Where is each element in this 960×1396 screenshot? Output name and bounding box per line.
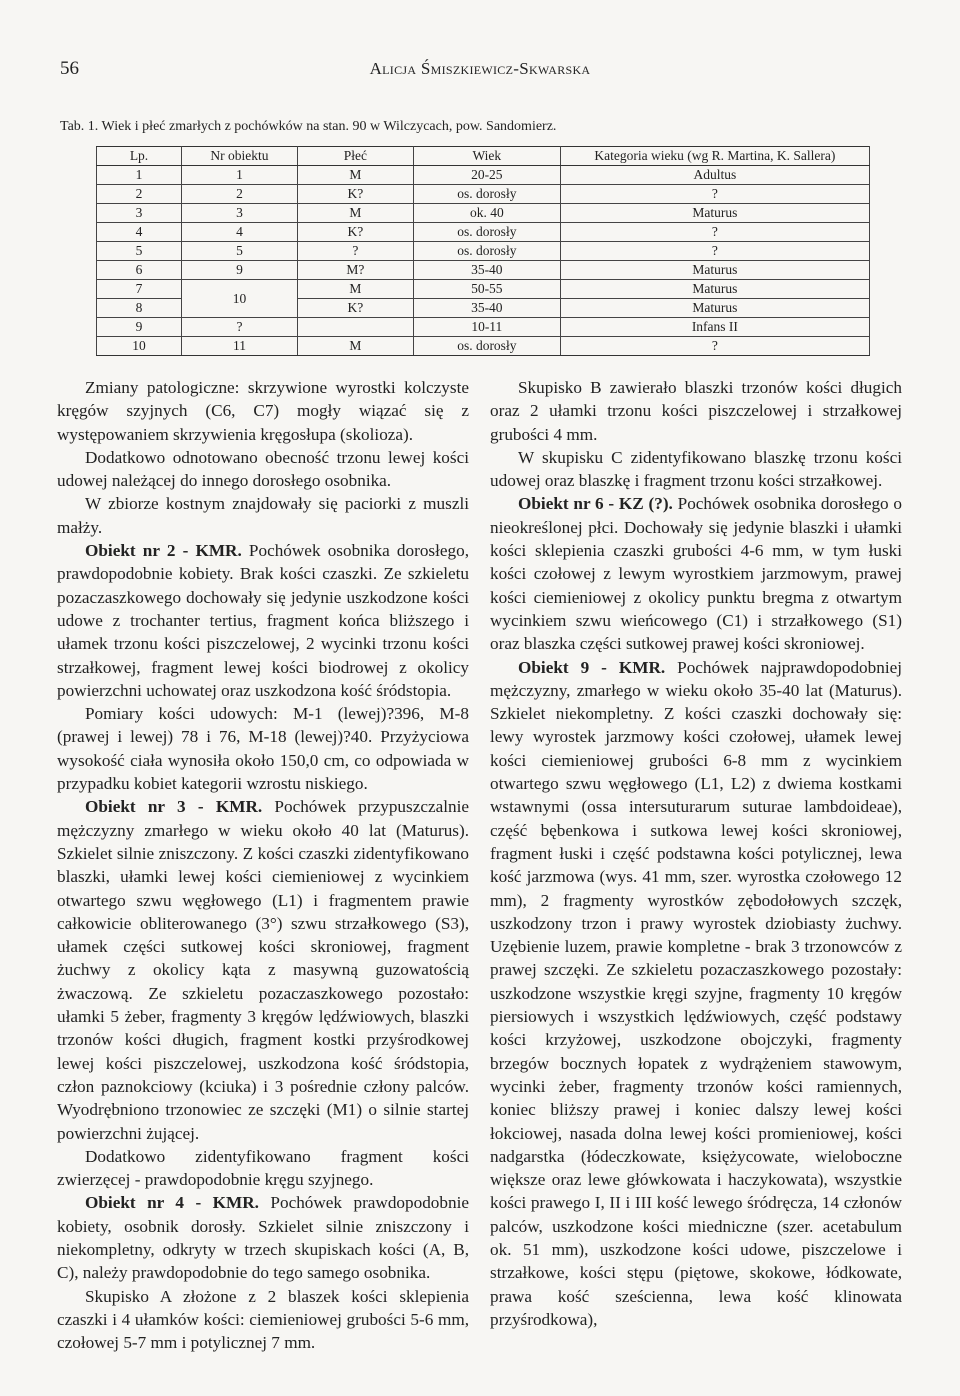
paragraph-text: Dodatkowo zidentyfikowano fragment kości zwierzęcej - prawdopodobnie kręgu szyjnego. — [57, 1146, 469, 1190]
table-cell: Maturus — [560, 299, 869, 318]
right-text-column — [490, 376, 902, 1331]
paragraph — [57, 446, 469, 493]
paragraph-text: Skupisko B zawierało blaszki trzonów kości długich oraz 2 ułamki trzonu kości piszczelowej i strzałkowej grubości 4 mm. — [490, 378, 902, 444]
running-head: Alicja Śmiszkiewicz-Skwarska — [369, 59, 591, 78]
table-cell: M — [297, 280, 413, 299]
table-caption: Tab. 1. Wiek i płeć zmarłych z pochówków na stan. 90 w Wilczycach, pow. Sandomierz. — [60, 119, 557, 134]
paragraph — [57, 539, 469, 702]
table-cell: Infans II — [560, 318, 869, 337]
table-row — [97, 337, 870, 356]
table-cell: 50-55 — [413, 280, 560, 299]
paragraph — [57, 1145, 469, 1192]
table-cell: os. dorosły — [413, 337, 560, 356]
table-cell: 9 — [97, 318, 182, 337]
table-cell: 11 — [182, 337, 298, 356]
table-cell: ? — [297, 242, 413, 261]
page-number: 56 — [60, 58, 79, 79]
paragraph — [490, 492, 902, 655]
paragraph — [57, 795, 469, 1144]
column-header: Lp. — [97, 147, 182, 166]
paragraph-text: Pochówek osobnika dorosłego o nieokreślonej płci. Dochowały się jedynie blaszki i ułamki kości sklepienia czaszki grubości 4-6 mm, w tym łuski kości czołowej z lewym wyrostkiem jarzmowym, prawej kości ciemieniowej z okolicy punktu bregma z otwartym wycinkiem szwu wieńcowego (C1) i strzałkowego (S1) oraz blaszka części sutkowej prawej kości skroniowej. — [490, 494, 902, 654]
paragraph — [57, 1191, 469, 1284]
table-cell: 1 — [97, 166, 182, 185]
object-heading: Obiekt nr 4 - KMR. — [85, 1193, 259, 1213]
table-cell: 4 — [182, 223, 298, 242]
table-cell: 3 — [97, 204, 182, 223]
left-text-column — [57, 376, 469, 1354]
column-header: Płeć — [297, 147, 413, 166]
table-cell: 4 — [97, 223, 182, 242]
table-cell: Maturus — [560, 280, 869, 299]
page-header — [60, 58, 900, 82]
table-cell: Adultus — [560, 166, 869, 185]
table-cell: Maturus — [560, 261, 869, 280]
table-cell: 35-40 — [413, 261, 560, 280]
table-row — [97, 185, 870, 204]
table-cell: os. dorosły — [413, 185, 560, 204]
table-cell: 2 — [97, 185, 182, 204]
column-header: Wiek — [413, 147, 560, 166]
table-cell: K? — [297, 223, 413, 242]
table-cell: 10 — [182, 280, 298, 318]
column-header: Kategoria wieku (wg R. Martina, K. Sallera) — [560, 147, 869, 166]
table-row — [97, 242, 870, 261]
object-heading: Obiekt nr 2 - KMR. — [85, 541, 242, 561]
table-cell: 5 — [97, 242, 182, 261]
paragraph-text: Zmiany patologiczne: skrzywione wyrostki kolczyste kręgów szyjnych (C6, C7) mogły wiązać się z występowaniem skrzywienia kręgosłupa (skolioza). — [57, 378, 469, 444]
table-cell: 35-40 — [413, 299, 560, 318]
table-cell — [297, 318, 413, 337]
table-cell: 1 — [182, 166, 298, 185]
table-cell: M — [297, 166, 413, 185]
paragraph — [490, 446, 902, 493]
paragraph-text: Pochówek przypuszczalnie mężczyzny zmarłego w wieku około 40 lat (Maturus). Szkielet silnie zniszczony. Z kości czaszki zidentyfikowano blaszki, ułamki lewej kości ciemieniowej z wycinkiem otwartego szwu węgłowego (L1) i fragmentem prawie całkowicie obliterowanego (3°) szwu strzałkowego (S3), ułamek części sutkowej kości skroniowej, fragment żuchwy z okolicy kąta z masywną guzowatością żwaczową. Ze szkieletu pozaczaszkowego pozostało: ułamki 5 żeber, fragmenty 3 kręgów lędźwiowych, blaszki trzonów kości długich, fragment kostki przyśrodkowej lewej kości piszczelowej, uszkodzona kość śródstopia, człon paznokciowy (kciuka) i 3 pośrednie człony palców. Wyodrębniono trzonowiec ze szczęki (M1) o silnie startej powierzchni żującej. — [57, 797, 470, 1143]
table-cell: ? — [560, 223, 869, 242]
table-cell: 10-11 — [413, 318, 560, 337]
object-heading: Obiekt nr 6 - KZ (?). — [518, 494, 673, 514]
table-cell: ? — [560, 242, 869, 261]
table-cell: M — [297, 204, 413, 223]
table-cell: os. dorosły — [413, 242, 560, 261]
table-row — [97, 261, 870, 280]
paragraph-text: W zbiorze kostnym znajdowały się paciorki z muszli małży. — [57, 494, 469, 537]
table-cell: Maturus — [560, 204, 869, 223]
table-cell: M? — [297, 261, 413, 280]
paragraph — [57, 702, 469, 795]
table-row — [97, 204, 870, 223]
table-header-row — [97, 147, 870, 166]
paragraph-text: Pomiary kości udowych: M-1 (lewej)?396, M-8 (prawej i lewej) 78 i 76, M-18 (lewej)?40. Przyżyciowa wysokość ciała wynosiła około 150,0 cm, co odpowiada w przypadku kobiet kategorii wzrostu niskiego. — [57, 704, 469, 794]
column-header: Nr obiektu — [182, 147, 298, 166]
table-cell: K? — [297, 185, 413, 204]
paragraph-text: Pochówek najprawdopodobniej mężczyzny, zmarłego w wieku około 35-40 lat (Maturus). Szkielet niekompletny. Z kości czaszki dochowały się: lewy wyrostek jarzmowy kości czołowej, ułamek lewej kości ciemieniowej grubości 6-8 mm z wycinkiem otwartego szwu węgłowego (L1, L2) z dwiema kostkami wstawnymi (ossa intersuturarum suturae lambdoideae), część bębenkowa i sutkowa lewej kości skroniowej, fragment łuski i część podstawna kości potylicznej, lewa kość jarzmowa (wys. 41 mm, szer. wyrostka czołowego 12 mm), 2 fragmenty wyrostków zębodołowych szczęk, uszkodzony trzon i prawy wyrostek dziobiasty żuchwy. Uzębienie luzem, prawie kompletne - brak 3 trzonowców z prawej szczęki. Ze szkieletu pozaczaszkowego pozostały: uszkodzone wszystkie kręgi szyjne, fragmenty 10 kręgów piersiowych i wszystkich lędźwiowych, część podstawy kości krzyżowej, uszkodzone obojczyki, fragmenty brzegów bocznych łopatek z wydrążeniem stawowym, wycinki żeber, fragmenty trzonów kości ramiennych, koniec bliższy prawej i koniec dalszy lewej kości łokciowej, nasada dolna lewej kości promieniowej, kości nadgarstka (łódeczkowate, księżycowate, wieloboczne większe oraz lewe główkowata i haczykowata), wszystkie kości prawego I, II i III kość lewego śródręcza, 14 członów palców, uszkodzone kości miedniczne (szer. acetabulum ok. 51 mm), uszkodzone kości udowe, piszczelowe i strzałkowe, kości stępu (piętowe, skokowe, łódkowate, prawa kość sześcienna, lewa kość klinowata przyśrodkowa), — [490, 657, 903, 1329]
table-cell: ? — [182, 318, 298, 337]
paragraph — [57, 1285, 469, 1355]
table-cell: ? — [560, 185, 869, 204]
paragraph-text: Pochówek osobnika dorosłego, prawdopodobnie kobiety. Brak kości czaszki. Ze szkieletu pozaczaszkowego dochowały się jedynie uszkodzone kości udowe z trochanter tertius, fragment końca bliższego i ułamek trzonu kości piszczelowej, 2 wycinki trzonu kości strzałkowej, fragment lewej kości biodrowej z okolicy powierzchni uchowatej oraz uszkodzona kość śródstopia. — [57, 541, 470, 700]
table-cell: ? — [560, 337, 869, 356]
table-cell: ok. 40 — [413, 204, 560, 223]
paragraph-text: Pochówek prawdopodobnie kobiety, osobnik dorosły. Szkielet silnie zniszczony i niekompletny, odkryty w trzech skupiskach kości (A, B, C), należy prawdopodobnie do tego samego osobnika. — [57, 1193, 469, 1283]
paragraph-text: Dodatkowo odnotowano obecność trzonu lewej kości udowej należącej do innego dorosłego osobnika. — [57, 447, 469, 491]
paragraph — [57, 376, 469, 446]
table-cell: 2 — [182, 185, 298, 204]
table-cell: 20-25 — [413, 166, 560, 185]
table-cell: 7 — [97, 280, 182, 299]
paragraph — [490, 376, 902, 446]
table-row — [97, 166, 870, 185]
table-cell: 6 — [97, 261, 182, 280]
table-cell: M — [297, 337, 413, 356]
table-cell: 10 — [97, 337, 182, 356]
table-cell: 8 — [97, 299, 182, 318]
paragraph — [490, 656, 902, 1332]
table-cell: K? — [297, 299, 413, 318]
object-heading: Obiekt nr 3 - KMR. — [85, 797, 263, 817]
table-cell: os. dorosły — [413, 223, 560, 242]
paragraph-text: W skupisku C zidentyfikowano blaszkę trzonu kości udowej oraz blaszkę i fragment trzonu kości strzałkowej. — [490, 447, 902, 491]
paragraph-text: Skupisko A złożone z 2 blaszek kości sklepienia czaszki i 4 ułamków kości: ciemieniowej grubości 5-6 mm, czołowej 5-7 mm i potylicznej 7 mm. — [57, 1286, 469, 1353]
table-row — [97, 223, 870, 242]
object-heading: Obiekt 9 - KMR. — [518, 657, 666, 677]
table-row — [97, 280, 870, 299]
age-sex-table — [96, 146, 870, 356]
table-cell: 3 — [182, 204, 298, 223]
table-row — [97, 318, 870, 337]
table-cell: 9 — [182, 261, 298, 280]
table-cell: 5 — [182, 242, 298, 261]
paragraph — [57, 492, 469, 539]
